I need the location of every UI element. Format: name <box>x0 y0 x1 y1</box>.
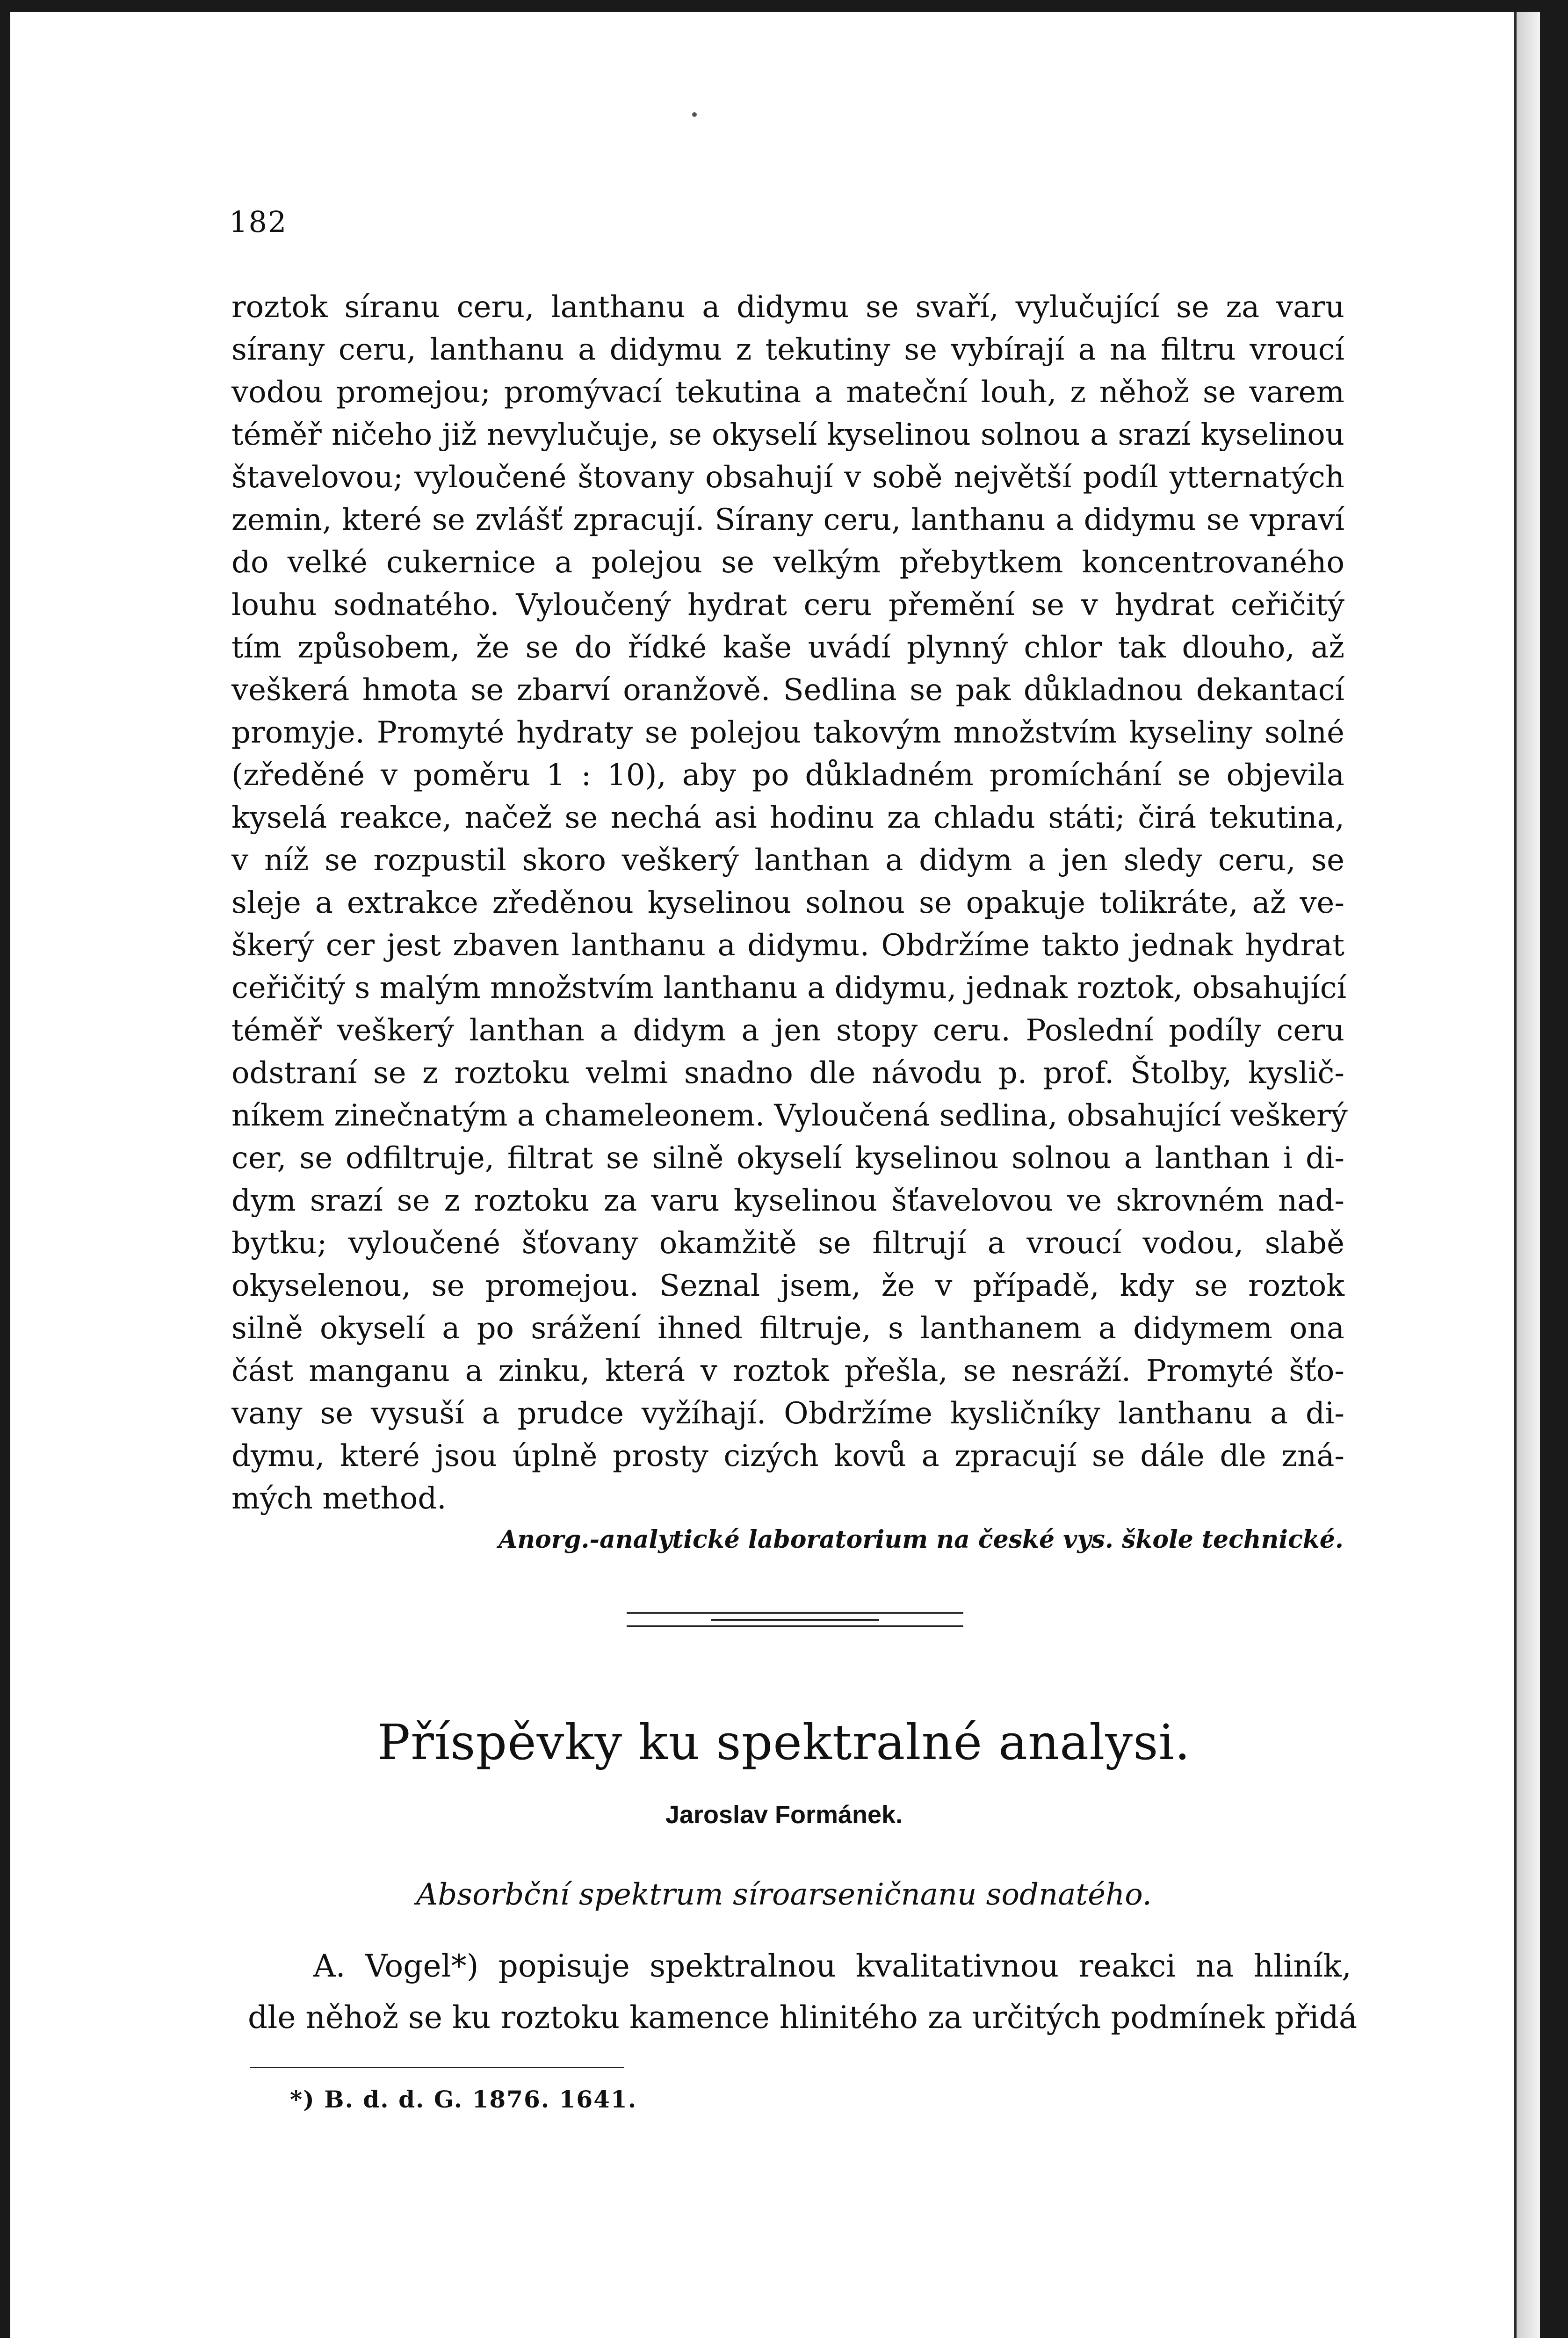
text-line: škerý cer jest zbaven lanthanu a didymu. Obdržíme takto jednak hydrat <box>231 928 1344 963</box>
article-title: Příspěvky ku spektralné analysi. <box>377 1714 1191 1771</box>
text-line: promyje. Promyté hydraty se polejou takovým množstvím kyseliny solné <box>231 715 1344 750</box>
text-line: silně okyselí a po srážení ihned filtruje, s lanthanem a didymem ona <box>231 1311 1344 1346</box>
section-divider <box>711 1619 879 1621</box>
text-line: tím způsobem, že se do řídké kaše uvádí plynný chlor tak dlouho, až <box>231 630 1344 665</box>
page-edge <box>1514 12 1517 2338</box>
text-line: zemin, které se zvlášť zpracují. Sírany ceru, lanthanu a didymu se vpraví <box>231 503 1344 537</box>
text-line: louhu sodnatého. Vyloučený hydrat ceru přemění se v hydrat ceřičitý <box>231 588 1344 622</box>
text-line: dle něhož se ku roztoku kamence hlinitého za určitých podmínek přidá <box>248 1999 1358 2035</box>
text-line: bytku; vyloučené šťovany okamžitě se filtrují a vroucí vodou, slabě <box>231 1226 1344 1261</box>
text-line: sírany ceru, lanthanu a didymu z tekutiny se vybírají a na filtru vroucí <box>231 332 1344 367</box>
footnote-rule <box>250 2067 624 2068</box>
section-divider <box>627 1625 963 1627</box>
text-line: cer, se odfiltruje, filtrat se silně okyselí kyselinou solnou a lanthan i di- <box>231 1141 1344 1176</box>
text-line: A. Vogel*) popisuje spektralnou kvalitativnou reakci na hliník, <box>313 1948 1351 1984</box>
text-line: v níž se rozpustil skoro veškerý lanthan a didym a jen sledy ceru, se <box>231 843 1344 878</box>
text-line: téměř ničeho již nevylučuje, se okyselí kyselinou solnou a srazí kyselinou <box>231 418 1344 452</box>
text-line: (zředěné v poměru 1 : 10), aby po důkladném promíchání se objevila <box>231 758 1344 793</box>
text-line: téměř veškerý lanthan a didym a jen stopy ceru. Poslední podíly ceru <box>231 1013 1344 1048</box>
page-edge-shadow <box>1517 12 1540 2338</box>
text-line: mých method. <box>231 1481 447 1516</box>
article-subtitle: Absorbční spektrum síroarseničnanu sodnatého. <box>416 1877 1152 1912</box>
article-author: Jaroslav Formánek. <box>665 1801 903 1829</box>
text-line: veškerá hmota se zbarví oranžově. Sedlina se pak důkladnou dekantací <box>231 673 1344 707</box>
text-line: roztok síranu ceru, lanthanu a didymu se svaří, vylučující se za varu <box>231 290 1344 325</box>
text-line: níkem zinečnatým a chameleonem. Vyloučená sedlina, obsahující veškerý <box>231 1098 1348 1133</box>
scan-speck <box>692 112 697 117</box>
text-line: kyselá reakce, načež se nechá asi hodinu za chladu státi; čirá tekutina, <box>231 801 1344 835</box>
article-intro-text <box>248 1941 1358 2043</box>
text-line: vany se vysuší a prudce vyžíhají. Obdržíme kysličníky lanthanu a di- <box>231 1396 1344 1431</box>
text-line: část manganu a zinku, která v roztok přešla, se nesráží. Promyté šťo- <box>231 1354 1344 1388</box>
page-number: 182 <box>229 205 288 239</box>
text-line: ceřičitý s malým množstvím lanthanu a didymu, jednak roztok, obsahující <box>231 971 1347 1005</box>
text-line: dymu, které jsou úplně prosty cizých kovů a zpracují se dále dle zná- <box>231 1439 1344 1473</box>
text-line: do velké cukernice a polejou se velkým přebytkem koncentrovaného <box>231 545 1344 580</box>
article-end-text <box>231 286 1348 1520</box>
footnote: *) B. d. d. G. 1876. 1641. <box>290 2085 637 2113</box>
text-line: dym srazí se z roztoku za varu kyselinou šťavelovou ve skrovném nad- <box>231 1183 1344 1218</box>
text-line: vodou promejou; promývací tekutina a mateční louh, z něhož se varem <box>231 375 1344 410</box>
text-line: sleje a extrakce zředěnou kyselinou solnou se opakuje tolikráte, až ve- <box>231 886 1344 920</box>
text-line: štavelovou; vyloučené štovany obsahují v sobě největší podíl ytternatých <box>231 460 1344 495</box>
affiliation: Anorg.-analytické laboratorium na české vys. škole technické. <box>498 1525 1344 1554</box>
text-line: odstraní se z roztoku velmi snadno dle návodu p. prof. Štolby, kyslič- <box>231 1056 1344 1090</box>
section-divider <box>627 1612 963 1614</box>
text-line: okyselenou, se promejou. Seznal jsem, že v případě, kdy se roztok <box>231 1269 1344 1303</box>
